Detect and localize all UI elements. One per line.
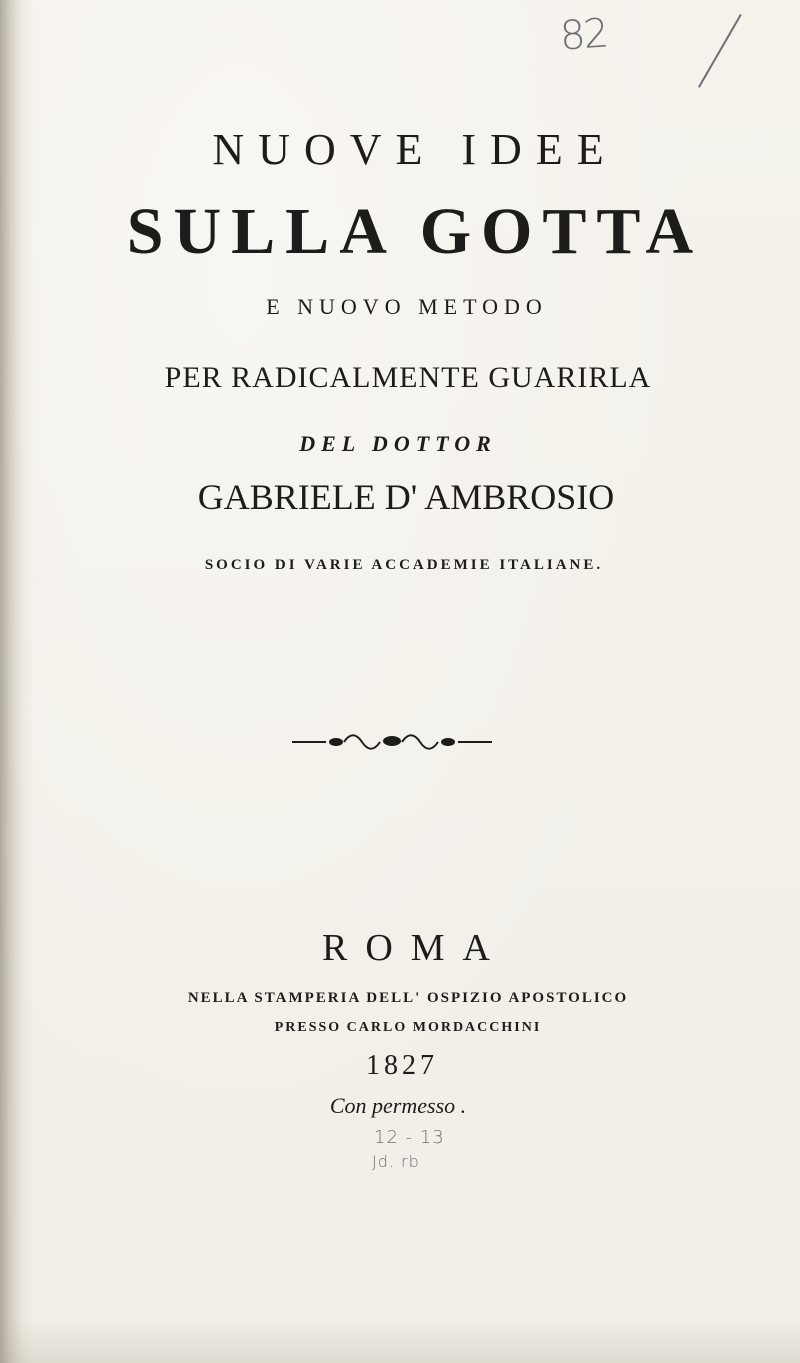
- subtitle-line-2: PER RADICALMENTE GUARIRLA: [164, 361, 652, 394]
- author-role: SOCIO DI VARIE ACCADEMIE ITALIANE.: [204, 557, 604, 573]
- imprint-press-line-2: PRESSO CARLO MORDACCHINI: [274, 1020, 542, 1035]
- handwritten-shelf-number: 82: [558, 10, 609, 60]
- handwritten-note-2: Jd. rb: [372, 1152, 420, 1171]
- imprint-city: ROMA: [321, 927, 509, 969]
- imprint-permission: Con permesso .: [329, 1093, 467, 1118]
- imprint-year: 1827: [366, 1050, 438, 1081]
- printer-ornament-icon: [292, 731, 492, 751]
- handwritten-note-1: 12 - 13: [374, 1127, 445, 1148]
- subtitle-line-1: E NUOVO METODO: [266, 294, 548, 319]
- imprint-press-line-1: NELLA STAMPERIA DELL' OSPIZIO APOSTOLICO: [187, 990, 629, 1006]
- page-bottom-shadow: [0, 1320, 800, 1363]
- author-name: GABRIELE D' AMBROSIO: [197, 477, 615, 517]
- author-intro: DEL DOTTOR: [299, 431, 497, 456]
- title-line-2: SULLA GOTTA: [126, 195, 704, 268]
- handwritten-slash-mark: [698, 14, 742, 88]
- title-line-1: NUOVE IDEE: [212, 125, 618, 174]
